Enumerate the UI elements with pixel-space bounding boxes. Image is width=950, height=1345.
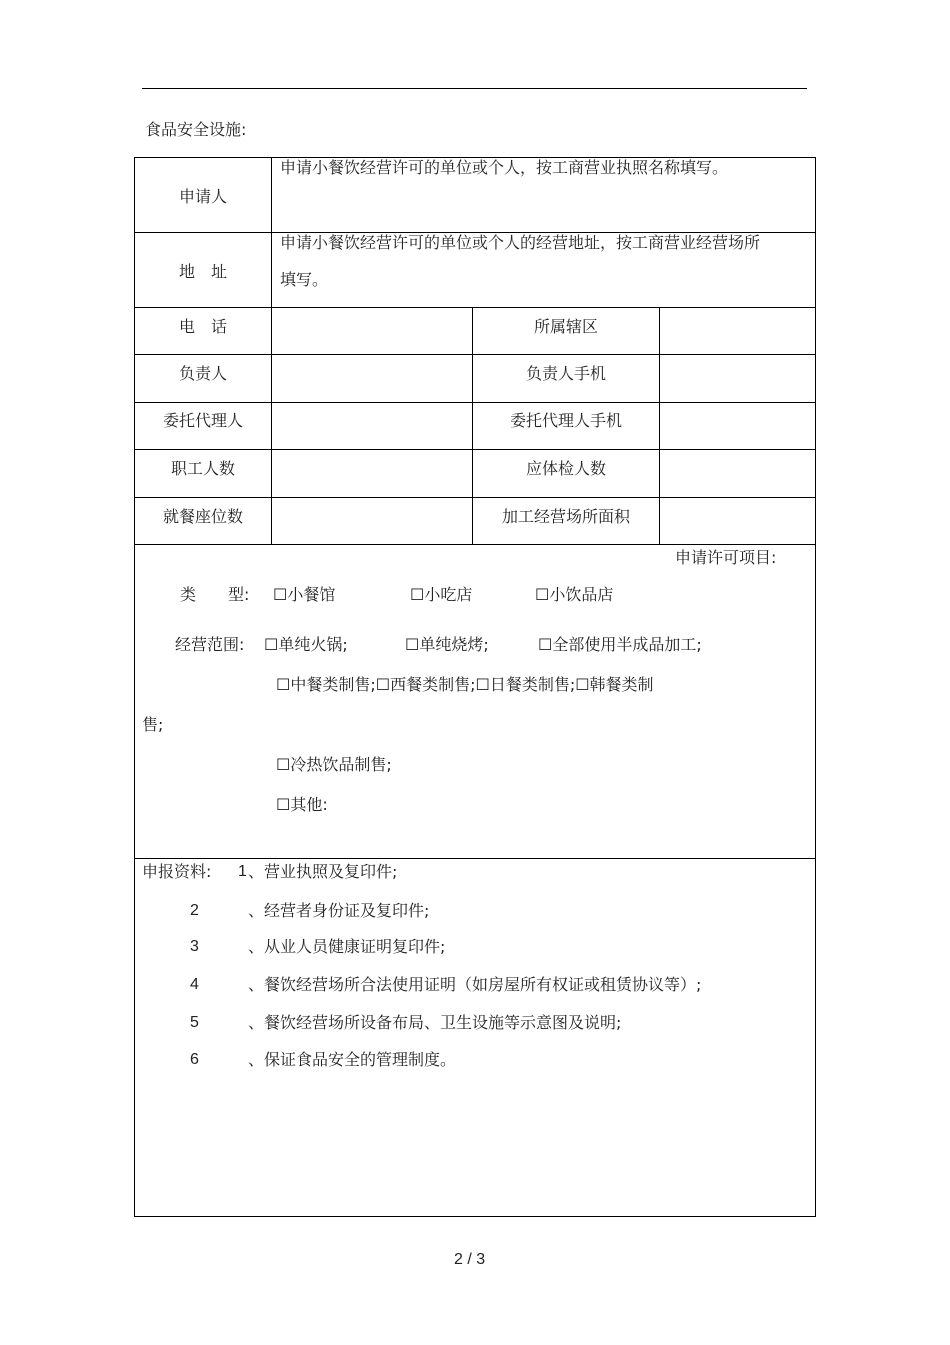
material-number: 3 xyxy=(190,938,199,955)
material-item: 、营业执照及复印件; xyxy=(248,862,398,881)
phone-label: 电 话 xyxy=(178,316,227,336)
manager-phone-label: 负责人手机 xyxy=(525,363,606,383)
material-item: 、餐饮经营场所设备布局、卫生设施等示意图及说明; xyxy=(248,1013,622,1032)
permit-title: 申请许可项目: xyxy=(675,548,777,567)
scope-option-bbq[interactable]: ☐单纯烧烤; xyxy=(405,635,489,654)
address-label: 地 址 xyxy=(178,261,227,281)
facilities-label: 食品安全设施: xyxy=(145,120,247,139)
applicant-label: 申请人 xyxy=(178,186,227,206)
page-number: 2 / 3 xyxy=(454,1251,486,1268)
materials-label: 申报资料: xyxy=(142,862,212,881)
material-number: 2 xyxy=(190,902,199,919)
scope-option-hotpot[interactable]: ☐单纯火锅; xyxy=(264,635,348,654)
agent-label: 委托代理人 xyxy=(162,410,243,430)
type-option-snack[interactable]: ☐小吃店 xyxy=(410,585,473,604)
scope-option-hot-cold-drinks[interactable]: ☐冷热饮品制售; xyxy=(276,755,392,774)
material-number: 4 xyxy=(190,976,199,993)
material-number: 1 xyxy=(238,863,247,880)
applicant-description: 申请小餐饮经营许可的单位或个人，按工商营业执照名称填写。 xyxy=(280,158,729,177)
material-item: 、保证食品安全的管理制度。 xyxy=(248,1050,457,1069)
address-description: 申请小餐饮经营许可的单位或个人的经营地址，按工商营业经营场所填写。 xyxy=(280,233,761,289)
row-divider xyxy=(134,497,816,498)
district-label: 所属辖区 xyxy=(533,316,598,336)
type-option-restaurant[interactable]: ☐小餐馆 xyxy=(273,585,336,604)
scope-option-semi-finished[interactable]: ☐全部使用半成品加工; xyxy=(538,635,702,654)
header-rule xyxy=(142,88,807,89)
row-divider xyxy=(134,307,816,308)
material-item: 、餐饮经营场所合法使用证明（如房屋所有权证或租赁协议等）; xyxy=(248,975,702,994)
column-divider xyxy=(659,307,660,544)
staff-count-label: 职工人数 xyxy=(170,458,235,478)
scope-label: 经营范围: xyxy=(175,635,245,654)
row-divider xyxy=(134,858,816,859)
type-option-drinks[interactable]: ☐小饮品店 xyxy=(535,585,614,604)
seat-count-label: 就餐座位数 xyxy=(162,506,243,526)
material-number: 5 xyxy=(190,1014,199,1031)
health-check-count-label: 应体检人数 xyxy=(525,458,606,478)
area-label: 加工经营场所面积 xyxy=(501,506,630,526)
row-divider xyxy=(134,449,816,450)
row-divider xyxy=(134,544,816,545)
column-divider xyxy=(271,157,272,544)
material-item: 、经营者身份证及复印件; xyxy=(248,901,430,920)
manager-label: 负责人 xyxy=(178,363,227,383)
row-divider xyxy=(134,402,816,403)
row-divider xyxy=(134,354,816,355)
scope-options-cuisine[interactable]: ☐中餐类制售;☐西餐类制售;☐日餐类制售;☐韩餐类制 xyxy=(276,675,654,694)
scope-option-other[interactable]: ☐其他: xyxy=(276,795,328,814)
material-item: 、从业人员健康证明复印件; xyxy=(248,937,446,956)
material-number: 6 xyxy=(190,1051,199,1068)
scope-options-cuisine-wrap: 售; xyxy=(142,715,164,734)
type-label: 类 型: xyxy=(180,585,250,604)
agent-phone-label: 委托代理人手机 xyxy=(509,410,622,430)
